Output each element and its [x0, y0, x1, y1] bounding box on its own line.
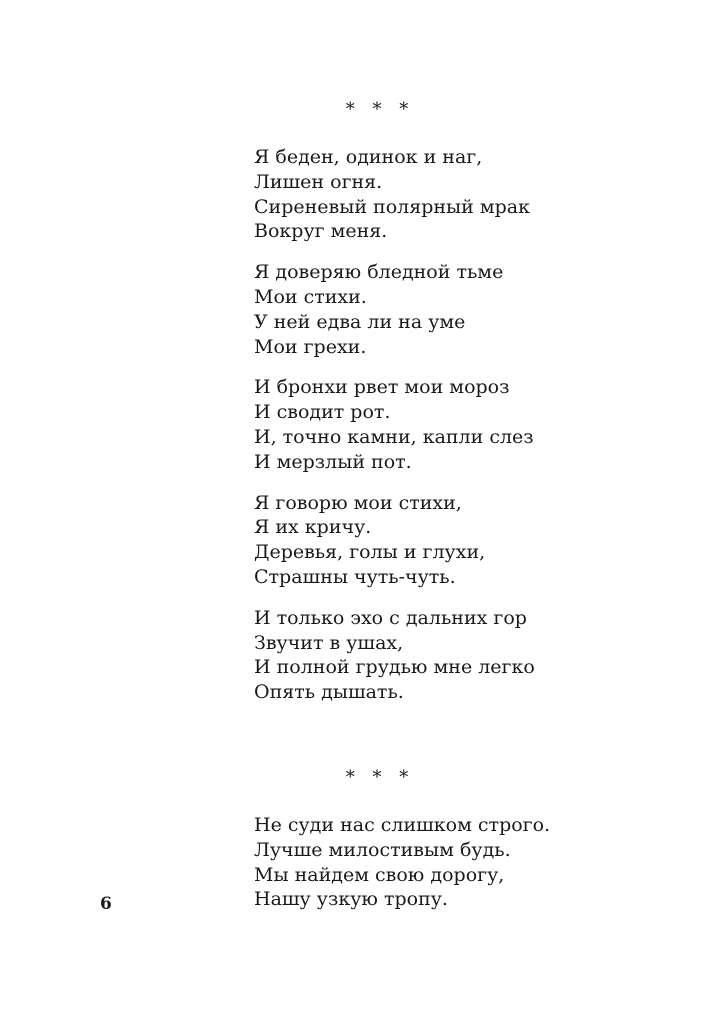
poem-line: Нашу узкую тропу. — [254, 888, 448, 911]
poem-line: Мои грехи. — [254, 335, 367, 358]
poem-line: Страшны чуть-чуть. — [254, 565, 456, 588]
section-separator: * * * — [345, 767, 415, 788]
poem-line: Вокруг меня. — [254, 220, 388, 243]
poem-line: И сводит рот. — [254, 401, 391, 424]
poem-line: И бронхи рвет мои мороз — [254, 376, 510, 399]
stanza — [254, 145, 674, 244]
poem-line: Я их кричу. — [254, 516, 372, 539]
poem-line: Лишен огня. — [254, 170, 383, 193]
poem-line: Мы найдем свою дорогу, — [254, 863, 505, 886]
poem-line: Лучше милостивым будь. — [254, 838, 511, 861]
poem — [254, 145, 674, 721]
poem-line: Не суди нас слишком строго. — [254, 814, 551, 836]
poem-line: Деревья, голы и глухи, — [254, 541, 486, 564]
poem-line: И, точно камни, капли слез — [254, 425, 534, 448]
poem-line: Сиреневый полярный мрак — [254, 195, 530, 218]
page-number: 6 — [100, 894, 112, 914]
poem-line: Звучит в ушах, — [254, 631, 404, 654]
stanza — [254, 375, 674, 474]
stanza — [254, 606, 674, 705]
stanza — [254, 813, 674, 912]
poem-line: Я беден, одинок и наг, — [254, 146, 483, 168]
poem-line: Мои стихи. — [254, 285, 367, 308]
poem-line: Я доверяю бледной тьме — [254, 261, 504, 284]
poem-line: У ней едва ли на уме — [254, 310, 466, 333]
poem-line: Я говорю мои стихи, — [254, 491, 462, 514]
stanza — [254, 260, 674, 359]
poem-line: И мерзлый пот. — [254, 450, 412, 473]
section-separator: * * * — [345, 99, 415, 120]
poem-line: И полной грудью мне легко — [254, 656, 535, 679]
poem — [254, 813, 674, 928]
stanza — [254, 491, 674, 590]
poem-line: И только эхо с дальних гор — [254, 606, 527, 629]
poem-line: Опять дышать. — [254, 681, 404, 704]
